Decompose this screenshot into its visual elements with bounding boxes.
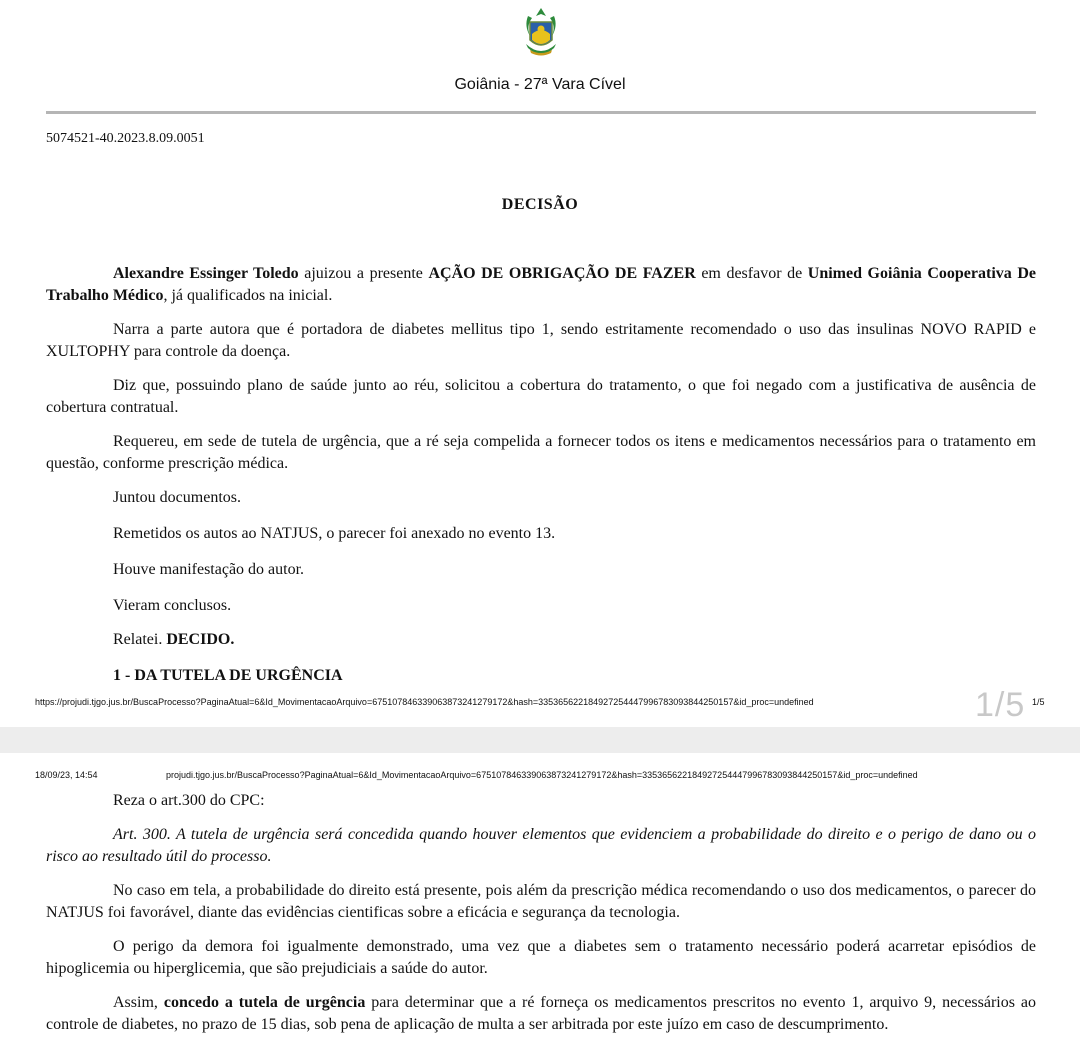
concedo-text: concedo a tutela de urgência: [163, 994, 366, 1011]
paragraph-assim: [46, 992, 1036, 1036]
state-coat-of-arms-icon: [516, 6, 566, 62]
footer-url-link[interactable]: https://projudi.tjgo.jus.br/BuscaProcesso?PaginaAtual=6&Id_MovimentacaoArquivo=675107846339063873241279172&hash=335365622184927254447996783093844250157&id_proc=undefined: [35, 697, 814, 707]
line-reza: Reza o art.300 do CPC:: [113, 792, 265, 809]
line-conclusos: Vieram conclusos.: [113, 597, 232, 614]
header-divider: [46, 111, 1036, 114]
header-url-link[interactable]: projudi.tjgo.jus.br/BuscaProcesso?PaginaAtual=6&Id_MovimentacaoArquivo=675107846339063873241279172&hash=335365622184927254447996783093844250157&id_proc=undefined: [166, 770, 918, 780]
paragraph-art300: Art. 300. A tutela de urgência será concedida quando houver elementos que evidenciem a probabilidade do direito e o perigo de dano ou o risco ao resultado útil do processo.: [46, 826, 1036, 865]
decido-text: DECIDO.: [166, 631, 235, 648]
process-number: 5074521-40.2023.8.09.0051: [46, 131, 205, 146]
paragraph-requereu: Requereu, em sede de tutela de urgência, que a ré seja compelida a fornecer todos os itens e medicamentos necessários para o tratamento em questão, conforme prescrição médica.: [46, 433, 1036, 472]
paragraph-intro: [46, 263, 1036, 307]
line-manifestacao: Houve manifestação do autor.: [113, 561, 305, 578]
page-separator: [0, 727, 1080, 753]
action-name: AÇÃO DE OBRIGAÇÃO DE FAZER: [428, 265, 696, 282]
section-heading: 1 - DA TUTELA DE URGÊNCIA: [113, 667, 343, 684]
line-remetidos: Remetidos os autos ao NATJUS, o parecer foi anexado no evento 13.: [113, 525, 556, 542]
document-title: DECISÃO: [501, 196, 579, 213]
court-name: Goiânia - 27ª Vara Cível: [454, 76, 626, 93]
paragraph-diz: Diz que, possuindo plano de saúde junto ao réu, solicitou a cobertura do tratamento, o que foi negado com a justificativa de ausência de cobertura contratual.: [46, 377, 1036, 416]
intro-text-2: em desfavor de: [695, 265, 808, 282]
assim-text-1: Assim,: [113, 994, 164, 1011]
line-relatei: [113, 629, 1013, 651]
print-timestamp: 18/09/23, 14:54: [35, 770, 98, 780]
relatei-text: Relatei.: [113, 631, 167, 648]
page-number: 1/5: [1032, 697, 1045, 707]
assim-text-2: para determinar que a ré forneça os medicamentos prescritos no evento 1, arquivo 9, necessários ao controle de diabetes, no prazo de 15 dias, sob pena de aplicação de multa a ser arbitrada por este juízo em caso de descumprimento.: [46, 994, 1037, 1033]
paragraph-caso: No caso em tela, a probabilidade do direito está presente, pois além da prescrição médica recomendando o uso dos medicamentos, o parecer do NATJUS foi favorável, diante das evidências cientificas sobre a eficácia e segurança da tecnologia.: [46, 882, 1036, 921]
paragraph-perigo: O perigo da demora foi igualmente demonstrado, uma vez que a diabetes sem o tratamento necessário poderá acarretar episódios de hipoglicemia ou hiperglicemia, que são prejudiciais a saúde do autor.: [46, 938, 1036, 977]
document-page-2: [0, 753, 1080, 1059]
intro-text-1: ajuizou a presente: [298, 265, 429, 282]
intro-text-3: , já qualificados na inicial.: [163, 287, 333, 304]
paragraph-narra: Narra a parte autora que é portadora de diabetes mellitus tipo 1, sendo estritamente recomendado o uso das insulinas NOVO RAPID e XULTOPHY para controle da doença.: [46, 321, 1036, 360]
author-name: Alexandre Essinger Toledo: [113, 265, 299, 282]
defendant-name: Unimed Goiânia Cooperativa De Trabalho Médico: [46, 265, 1037, 304]
line-juntou: Juntou documentos.: [113, 489, 241, 506]
page-counter: 1/5: [975, 686, 1026, 724]
